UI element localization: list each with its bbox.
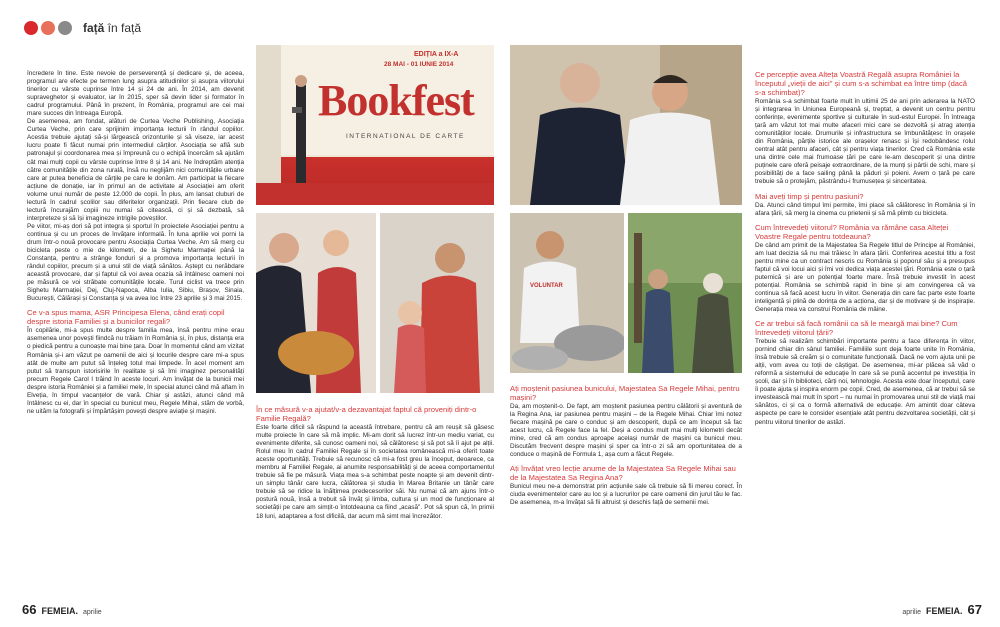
bookfest-dates: 28 MAI - 01 IUNIE 2014 — [384, 61, 454, 68]
prince-bread-photo — [256, 213, 376, 393]
magazine-name: FEMEIA. — [41, 606, 78, 616]
interview-question: Ce percepție avea Alteța Voastră Regală asupra României la începutul „vieții de aici" și cum s-a schimbat ea între timp (dacă s-a schimbat)? — [755, 70, 968, 97]
far-right-text-column — [755, 70, 975, 595]
paragraph: România s-a schimbat foarte mult în ultimii 25 de ani prin aderarea la NATO și integrarea în Uniunea Europeană și, treptat, a devenit un centru pentru conferințe, evenimente sportive și culturale în sud-estul Europei. În întreaga țară am văzut tot mai multe afaceri mici care se dezvoltă și atrag atenția comunităților locale. Drumurile și infrastructura se îmbunătățesc în orașele din România, părțile istorice ale orașelor renasc și își redobândesc rolul central atât pentru afaceri, cât și pentru viața tinerilor. Cred că România este una dintre cele mai frumoase țări pe care le-am descoperit și una dintre puținele care oferă peisaje extraordinare, de la munți și pârtii de schi, mare și posibilități de a face sailing până la păduri și poieni. Avem o țară pe care trebuie să o protejăm, păstrându-i frumusețea și sinceritatea. — [755, 98, 975, 186]
right-middle-text-column — [510, 384, 742, 595]
section-title: față în față — [83, 21, 142, 35]
page-number: 67 — [967, 602, 982, 617]
left-text-column — [27, 70, 244, 595]
prince-child-illustration — [380, 213, 494, 393]
issue-month: aprilie — [902, 609, 922, 616]
paragraph: Trebuie să realizăm schimbări importante pentru a face diferența în viitor, pornind chiar din sânul familiei. Familiile sunt deja foarte unite în România, însă trebuie să creăm și o comunitate funcțională. Dacă ne vom ajuta unii pe alții, vom avea cu toții de câștigat. De asemenea, mi-ar plăcea să văd o reformă a sistemului de educație în care să se pună accentul pe investiția în școli, dar și în biblioteci, cărți noi, tehnologie. Acesta este doar începutul, care îi poate ajuta și inspira enorm pe copii. Cred, de asemenea, că ar trebui să se investească mai mult în sport – nu numai în promovarea unui stil de viață mai sănătos, ci și ca o formă alternativă de educație. Am amintit doar câteva aspecte pe care le consider esențiale atât pentru dezvoltarea societății, cât și pentru viitorul tinerilor de astăzi. — [755, 338, 975, 426]
interview-question: Ce ar trebui să facă românii ca să le meargă mai bine? Cum întrevedeți viitorul țării? — [755, 319, 958, 338]
paragraph: Este foarte dificil să răspund la această întrebare, pentru că am reușit să găsesc multe proiecte în care să mă implic. Mi-am dorit să lucrez într-un mediu variat, cu evenimente diferite, să cunosc oameni noi, să călătoresc și să pot să îi ajut pe alții. Rolul meu în cadrul Familiei Regale și în societatea românească mi-a oferit toate aceste oportunități. Trebuie să recunosc că mi-a fost greu la început, deoarece, ca membru al Familiei Regale, ai anumite responsabilități și de aceea comportamentul trebuie să fie pe măsură. Viața mea s-a schimbat peste noapte și am devenit dintr-un simplu tânăr care lucra, călătorea și studia în Marea Britanie un tânăr care trebuie să se ridice la înălțimea predecesorilor săi. Nu numai că am ajuns într-o postură nouă, însă a trebuit să învăț și limba, cultura și un mod de funcționare al societății pe care am simțit-o întotdeauna ca fiind „acasă". Pot să spun că, în primii 18 luni, adaptarea a fost dificilă, dar acum mă simt mai încrezător. — [256, 424, 494, 520]
bookfest-edition: EDIȚIA a IX-A — [414, 51, 459, 58]
volunteer-shirt-text: VOLUNTAR — [530, 283, 563, 289]
bookfest-logo: Bookfest — [318, 76, 474, 125]
king-prince-photo — [510, 45, 742, 205]
header-dot — [58, 21, 72, 35]
prince-child-photo — [380, 213, 494, 393]
paragraph: Da, am moștenit-o. De fapt, am moștenit pasiunea pentru călătorii și aventură de la Regina Ana, iar pasiunea pentru mașini – de la Regele Mihai. Chiar îmi notez fiecare mașină pe care o conduc și am descoperit, după ce am început să fac acest lucru, că Regele face la fel. Deși a condus mult mai mulți kilometri decât mine, cred că am condus aproape același număr de mașini ca bunicul meu. Discutăm frecvent despre mașini și sper ca într-o zi să am oportunitatea de a conduce o mașină de Formula 1, așa cum a făcut Regele. — [510, 403, 742, 459]
paragraph: De când am primit de la Majestatea Sa Regele titlul de Principe al României, am luat decizia să nu mai trăiesc în afara țării. Conferirea acestui titlu a fost pentru mine ca un contract nescris cu România și poporul său și a presupus faptul că voi locui aici și îmi voi dedica viața acestei țări. România este o țară puternică și are un potențial foarte mare. Însă trebuie investit în acest potențial. România se schimbă rapid în bine și am convingerea că va continua să facă acest lucru în viitor. Generația din care fac parte este foarte inteligentă și plină de dorința de a acționa, dar și de motivare și de inspirație. Generația mea va construi România de mâine. — [755, 241, 975, 313]
bookfest-photo — [256, 45, 494, 205]
paragraph: În copilărie, mi-a spus multe despre familia mea, însă pentru mine erau asemenea unor povești fiindcă nu trăiam în România și, în plus, distanța era o piedică pentru a cunoaște mai bine țara. Doar în momentul când am vizitat România și-i am văzut pe oamenii de aici și locurile despre care mi-a spus atât de multe am putut să înțeleg totul mai limpede. În acel moment am putut să transpun istorisirile în realitate și să îmi imaginez personalități precum Regele Carol I trăind în aceste locuri. Am învățat de la bunicii mei despre istoria României și a familiei mele, în special atunci când mă aflam în Elveția, în timpul vacanțelor de vară. Chiar și astăzi, atunci când mă întâlnesc cu ei, dar în special cu bunicul meu, Regele Mihai, stăm de vorbă, ne uităm la fotografii și împărtășim povești despre aviație și mașini. — [27, 327, 244, 415]
paragraph: Bunicul meu ne-a demonstrat prin acțiunile sale că trebuie să fii mereu corect. În ciuda evenimentelor care au loc și a lucrurilor pe care oamenii din jurul tău le fac. De asemenea, m-a învățat să fii altruist și deschis față de semenii mei. — [510, 483, 742, 507]
header-dot — [24, 21, 38, 35]
paragraph: De asemenea, am fondat, alături de Curtea Veche Publishing, Asociația Curtea Veche, prin care sprijinim importanța lecturii în rândul copiilor. Acestia trebuie ajutați să-și lărgească orizonturile și să viseze, iar acest lucru poate fi făcut numai prin intermediul cărților. Asociația se află sub patronajul și coordonarea mea și împreună cu o echipă încercăm să ajutăm cât mai mulți copii cu vârste cuprinse între 8 și 14 ani. Ne îndreptăm atenția către comunitățile din zona rurală, însă nu neglijăm nici comunitățile urbane care ar putea beneficia de cărțile pe care le donăm. Am participat la fiecare acțiune de donație, iar în primul an de activitate al Asociației am oferit volume unui număr de peste 12.000 de copii. În plus, am lansat cluburi de lectură în cadrul școlilor sau diferitelor organizații. Prin fiecare club de lectură încurajăm copiii nu numai să citească, ci și să dezbată, să interpreteze și să își imagineze intrigile poveștilor. — [27, 118, 244, 222]
middle-text-column — [256, 405, 494, 595]
interview-question: Ați moștenit pasiunea bunicului, Majestatea Sa Regele Mihai, pentru mașini? — [510, 384, 740, 402]
interview-question: În ce măsură v-a ajutat/v-a dezavantajat faptul că proveniți dintr-o Familie Regală? — [256, 405, 477, 423]
park-illustration — [628, 213, 742, 373]
paragraph: Da. Atunci când timpul îmi permite, îmi place să călătoresc în România și în afara țării, să merg la cinema cu prietenii și să mă plimb cu bicicleta. — [755, 201, 975, 217]
page-number: 66 — [22, 602, 37, 617]
interview-question: Mai aveți timp și pentru pasiuni? — [755, 191, 864, 201]
left-page-footer — [22, 602, 102, 617]
park-photo — [628, 213, 742, 373]
prince-bread-illustration — [256, 213, 376, 393]
interview-question: Ce v-a spus mama, ASR Principesa Elena, când erați copil despre istoria Familiei și a bunicilor regali? — [27, 308, 225, 327]
paragraph: Pe viitor, mi-aș dori să pot integra și sportul în proiectele Asociației pentru a continua și cu un proces de învățare informală. În luna aprilie voi porni la drum într-o nouă provocare pentru Asociația Curtea Veche. Am să merg cu bicicleta peste o mie de kilometri, de la Sighetu Marmației până la Constanța, pentru a strânge fonduri și a promova importanța lecturii în rândul copiilor, precum și a unui stil de viață sănătos. Aștept cu nerăbdare această provocare, dar și faptul că voi avea ocazia să întâlnesc oameni noi pe măsură ce voi străbate comunitățile locale. Turul ciclist va trece prin Sighetu Marmației, Dej, Cluj-Napoca, Alba Iulia, Sibiu, Brașov, Sinaia, București, Călărași și Constanța și va avea loc între 23 aprilie și 3 mai 2015. — [27, 222, 244, 303]
volunteer-cooking-illustration — [510, 213, 624, 373]
section-header — [24, 18, 141, 38]
king-prince-illustration — [510, 45, 742, 205]
right-page-footer — [902, 602, 982, 617]
volunteer-cooking-photo — [510, 213, 624, 373]
interview-question: Ați învățat vreo lecție anume de la Majestatea Sa Regele Mihai sau de la Majestatea Sa Regina Ana? — [510, 464, 736, 483]
issue-month: aprilie — [82, 609, 102, 616]
paragraph: încredere în tine. Este nevoie de perseverență și dedicare și, de aceea, programul are efecte pe termen lung asupra atitudinilor și asupra viitorului tinerilor cu vârste cuprinse între 14 și 24 de ani. În 2014, am devenit supraveghetor și evaluator, iar în 2015, sper să devin lider și formator în cadrul programului. Până în prezent, în România, programul are cei mai mare succes din întreaga Europă. — [27, 70, 244, 118]
magazine-name: FEMEIA. — [926, 606, 963, 616]
header-dot — [41, 21, 55, 35]
interview-question: Cum întrevedeți viitorul? România va rămâne casa Alteței Voastre Regale pentru totdeauna? — [755, 222, 949, 241]
bookfest-subtitle: INTERNATIONAL DE CARTE — [346, 133, 465, 140]
